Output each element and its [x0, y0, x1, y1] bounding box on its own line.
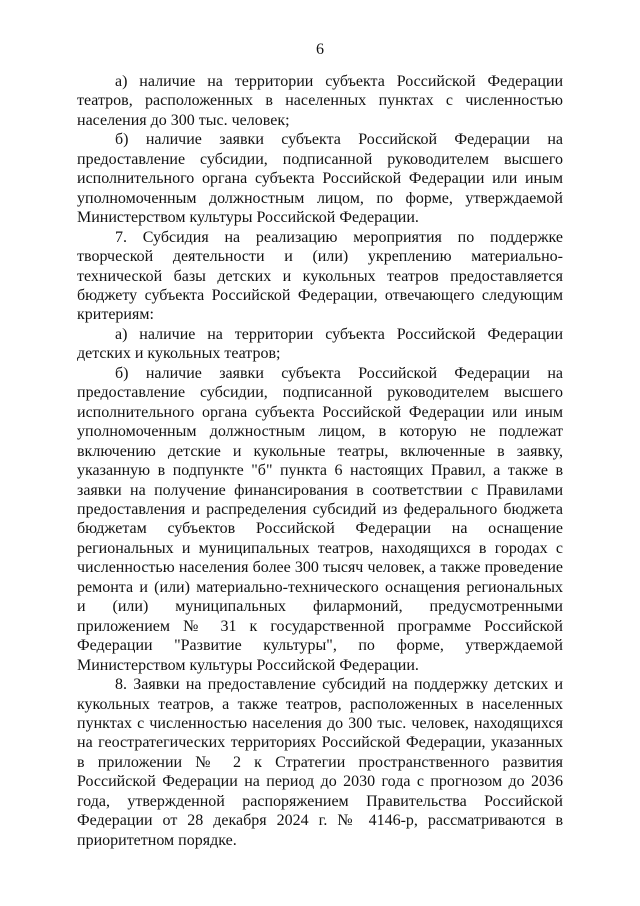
- document-body: [77, 72, 563, 850]
- paragraph-8: 8. Заявки на предоставление субсидий на поддержку детских и кукольных театров, а также театров, расположенных в населенных пунктах с численностью населения до 300 тыс. человек, находящихся на геостратегических территориях Российской Федерации, указанных в приложении № 2 к Стратегии пространственного развития Российской Федерации на период до 2030 года с прогнозом до 2036 года, утвержденной распоряжением Правительства Российской Федерации от 28 декабря 2024 г. № 4146-р, рассматриваются в приоритетном порядке.: [77, 676, 563, 849]
- paragraph-7b: б) наличие заявки субъекта Российской Федерации на предоставление субсидии, подписанной руководителем высшего исполнительного органа субъекта Российской Федерации или иным уполномоченным должностным лицом, в которую не подлежат включению детские и кукольные театры, включенные в заявку, указанную в подпункте "б" пункта 6 настоящих Правил, а также в заявки на получение финансирования в соответствии с Правилами предоставления и распределения субсидий из федерального бюджета бюджетам субъектов Российской Федерации на оснащение региональных и муниципальных театров, находящихся в городах с численностью населения более 300 тысяч человек, а также проведение ремонта и (или) материально-технического оснащения региональных и (или) муниципальных филармоний, предусмотренными приложением № 31 к государственной программе Российской Федерации "Развитие культуры", по форме, утверждаемой Министерством культуры Российской Федерации.: [77, 364, 563, 674]
- paragraph-6a: а) наличие на территории субъекта Российской Федерации театров, расположенных в населенных пунктах с численностью населения до 300 тыс. человек;: [77, 73, 563, 129]
- paragraph-7a: а) наличие на территории субъекта Российской Федерации детских и кукольных театров;: [77, 325, 563, 363]
- paragraph-6b: б) наличие заявки субъекта Российской Федерации на предоставление субсидии, подписанной руководителем высшего исполнительного органа субъекта Российской Федерации или иным уполномоченным должностным лицом, по форме, утверждаемой Министерством культуры Российской Федерации.: [77, 131, 563, 227]
- page-number: 6: [316, 41, 324, 58]
- paragraph-7: 7. Субсидия на реализацию мероприятия по поддержке творческой деятельности и (или) укреплению материально-технической базы детских и кукольных театров предоставляется бюджету субъекта Российской Федерации, отвечающего следующим критериям:: [77, 228, 563, 324]
